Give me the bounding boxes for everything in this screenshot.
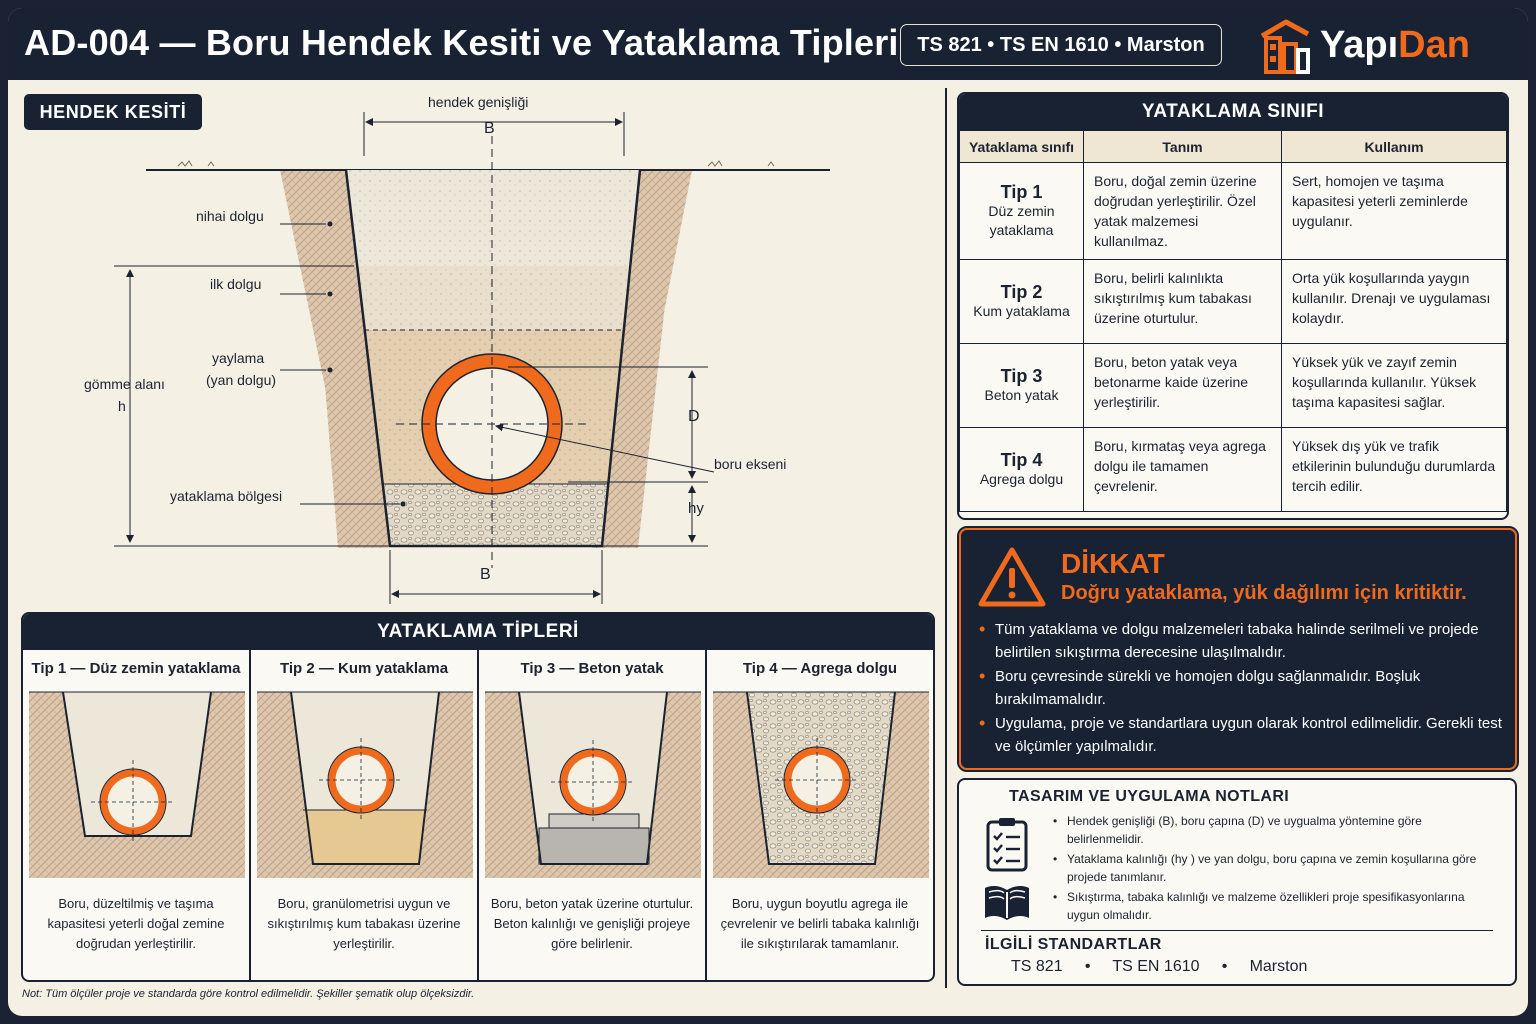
list-item: • Uygulama, proje ve standartlara uygun olarak kontrol edilmelidir. Gerekli test ve ölçümler yapılmalıdır. (977, 712, 1505, 758)
bedding-type-card (479, 650, 707, 980)
table-row (960, 163, 1507, 260)
class-cell (960, 344, 1084, 428)
usage-cell: Sert, homojen ve taşıma kapasitesi yeterli zeminlerde uygulanır. (1282, 163, 1507, 260)
bedding-type-title: Tip 3 — Beton yatak (520, 660, 664, 677)
list-item: • Sıkıştırma, tabaka kalınlığı ve malzeme özellikleri proje spesifikasyonlarına uygun olmalıdır. (1053, 888, 1493, 924)
usage-cell: Orta yük koşullarında yaygın kullanılır. Drenajı ve uygulaması kolaydır. (1282, 260, 1507, 344)
bedding-type-desc: Boru, düzeltilmiş ve taşıma kapasitesi yeterli doğal zemine doğrudan yerleştirilir. (47, 896, 225, 951)
warning-list (977, 618, 1505, 759)
footnote: Not: Tüm ölçüler proje ve standarda göre kontrol edilmelidir. Şekiller şematik olup ölçeksizdir. (22, 988, 475, 1000)
list-item: • Boru çevresinde sürekli ve homojen dolgu sağlanmalıdır. Boşluk bırakılmamalıdır. (977, 665, 1505, 711)
notes-divider (981, 930, 1493, 931)
bedding-type-desc: Boru, uygun boyutlu agrega ile çevrelenir ve belirli tabaka kalınlığı ile sıkıştırılarak tamamlanır. (720, 896, 920, 951)
final-fill-label: nihai dolgu (196, 208, 264, 224)
bedding-type-desc: Boru, beton yatak üzerine oturtulur. Beton kalınlığı ve genişliği projeye göre belirlenir. (490, 896, 694, 951)
bedding-type-title: Tip 1 — Düz zemin yataklama (31, 660, 241, 677)
list-item: • Tüm yataklama ve dolgu malzemeleri tabaka halinde serilmeli ve projede belirtilen sıkıştırma derecesine ulaşılmalıdır. (977, 618, 1505, 664)
tip-name: Tip 4 (1000, 449, 1043, 470)
notes-list (1053, 812, 1493, 926)
tip-type: Beton yatak (984, 386, 1059, 403)
page-title: AD-004 — Boru Hendek Kesiti ve Yataklama Tipleri (24, 22, 899, 63)
brand-name-part1: Yapı (1320, 24, 1399, 66)
definition-cell: Boru, kırmataş veya agrega dolgu ile tamamen çevrelenir. (1084, 428, 1282, 512)
col-header-class: Yataklama sınıfı (960, 131, 1084, 163)
bedding-type-card (707, 650, 933, 980)
definition-cell: Boru, beton yatak veya betonarme kaide üzerine yerleştirilir. (1084, 344, 1282, 428)
list-item: • Yataklama kalınlığı (hy ) ve yan dolgu, boru çapına ve zemin koşullarına göre projede tanımlanır. (1053, 850, 1493, 886)
building-logo-icon (1256, 14, 1314, 76)
tip-type: Agrega dolgu (979, 470, 1064, 487)
book-icon (983, 884, 1031, 922)
usage-cell: Yüksek dış yük ve trafik etkilerinin bulunduğu durumlarda tercih edilir. (1282, 428, 1507, 512)
tip-type: Kum yataklama (973, 302, 1070, 319)
bedding-type-desc: Boru, granülometrisi uygun ve sıkıştırılmış kum tabakası üzerine yerleştirilir. (267, 896, 461, 951)
trench-section-label: HENDEK KESİTİ (24, 94, 202, 130)
class-cell (960, 163, 1084, 260)
warning-panel (959, 528, 1517, 770)
notes-title: TASARIM VE UYGULAMA NOTLARI (1009, 788, 1290, 805)
type2-sand-bedding-diagram (257, 686, 473, 886)
design-notes-panel (957, 778, 1517, 986)
standards-badge: TS 821 • TS EN 1610 • Marston (900, 24, 1222, 66)
bedding-type-card (23, 650, 251, 980)
embedment-label: gömme alanı (84, 376, 165, 392)
warning-subtitle: Doğru yataklama, yük dağılımı için kritiktir. (1061, 582, 1467, 604)
width-b-top-label: B (484, 120, 495, 137)
bedding-type-title: Tip 4 — Agrega dolgu (742, 660, 898, 677)
drawing-sheet (8, 8, 1528, 1016)
bedding-class-panel (957, 92, 1509, 520)
brand-name-part2: Dan (1398, 24, 1470, 66)
bedding-types-title: YATAKLAMA TİPLERİ (23, 614, 933, 650)
related-standards-list: TS 821 • TS EN 1610 • Marston (1011, 958, 1308, 975)
col-header-usage: Kullanım (1282, 131, 1507, 163)
bedding-class-title: YATAKLAMA SINIFI (959, 94, 1507, 130)
col-header-definition: Tanım (1084, 131, 1282, 163)
list-item: • Hendek genişliği (B), boru çapına (D) ve uygualma yöntemine göre belirlenmelidir. (1053, 812, 1493, 848)
bedding-types-grid (23, 650, 933, 980)
bedding-class-table (959, 130, 1507, 512)
diameter-d-label: D (688, 408, 700, 425)
embedment-h-label: h (118, 398, 126, 414)
width-b-bottom-label: B (480, 566, 491, 583)
trench-width-label: hendek genişliği (428, 94, 529, 110)
class-cell (960, 260, 1084, 344)
warning-triangle-icon (977, 546, 1047, 608)
table-row (960, 344, 1507, 428)
warning-title: DİKKAT (1061, 548, 1165, 579)
table-row (960, 428, 1507, 512)
checklist-icon (985, 816, 1029, 872)
tip-type: Düz zemin yataklama (988, 202, 1055, 238)
type1-flat-bedding-diagram (29, 686, 245, 886)
brand-name (1320, 24, 1470, 67)
bedding-type-card (251, 650, 479, 980)
tip-name: Tip 1 (1000, 181, 1043, 202)
column-divider (945, 88, 947, 988)
definition-cell: Boru, doğal zemin üzerine doğrudan yerleştirilir. Özel yatak malzemesi kullanılmaz. (1084, 163, 1282, 260)
bedding-thickness-label: hy (688, 500, 704, 517)
bedding-zone-label: yataklama bölgesi (170, 488, 283, 504)
pipe-axis-label: boru ekseni (714, 456, 787, 472)
brand-logo (1256, 14, 1520, 78)
haunch-label: yaylama (212, 350, 265, 366)
bedding-types-panel (21, 612, 935, 982)
table-header-row (960, 131, 1507, 163)
definition-cell: Boru, belirli kalınlıkta sıkıştırılmış kum tabakası üzerine oturtulur. (1084, 260, 1282, 344)
related-standards-title: İLGİLİ STANDARTLAR (985, 936, 1162, 953)
usage-cell: Yüksek yük ve zayıf zemin koşullarında kullanılır. Yüksek taşıma kapasitesi sağlar. (1282, 344, 1507, 428)
class-cell (960, 428, 1084, 512)
tip-name: Tip 3 (1000, 365, 1043, 386)
tip-name: Tip 2 (1000, 281, 1043, 302)
type3-concrete-bedding-diagram (485, 686, 701, 886)
side-fill-label: (yan dolgu) (206, 372, 277, 388)
table-row (960, 260, 1507, 344)
type4-aggregate-fill-diagram (713, 686, 929, 886)
bedding-type-title: Tip 2 — Kum yataklama (279, 660, 449, 677)
initial-fill-label: ilk dolgu (210, 276, 262, 292)
